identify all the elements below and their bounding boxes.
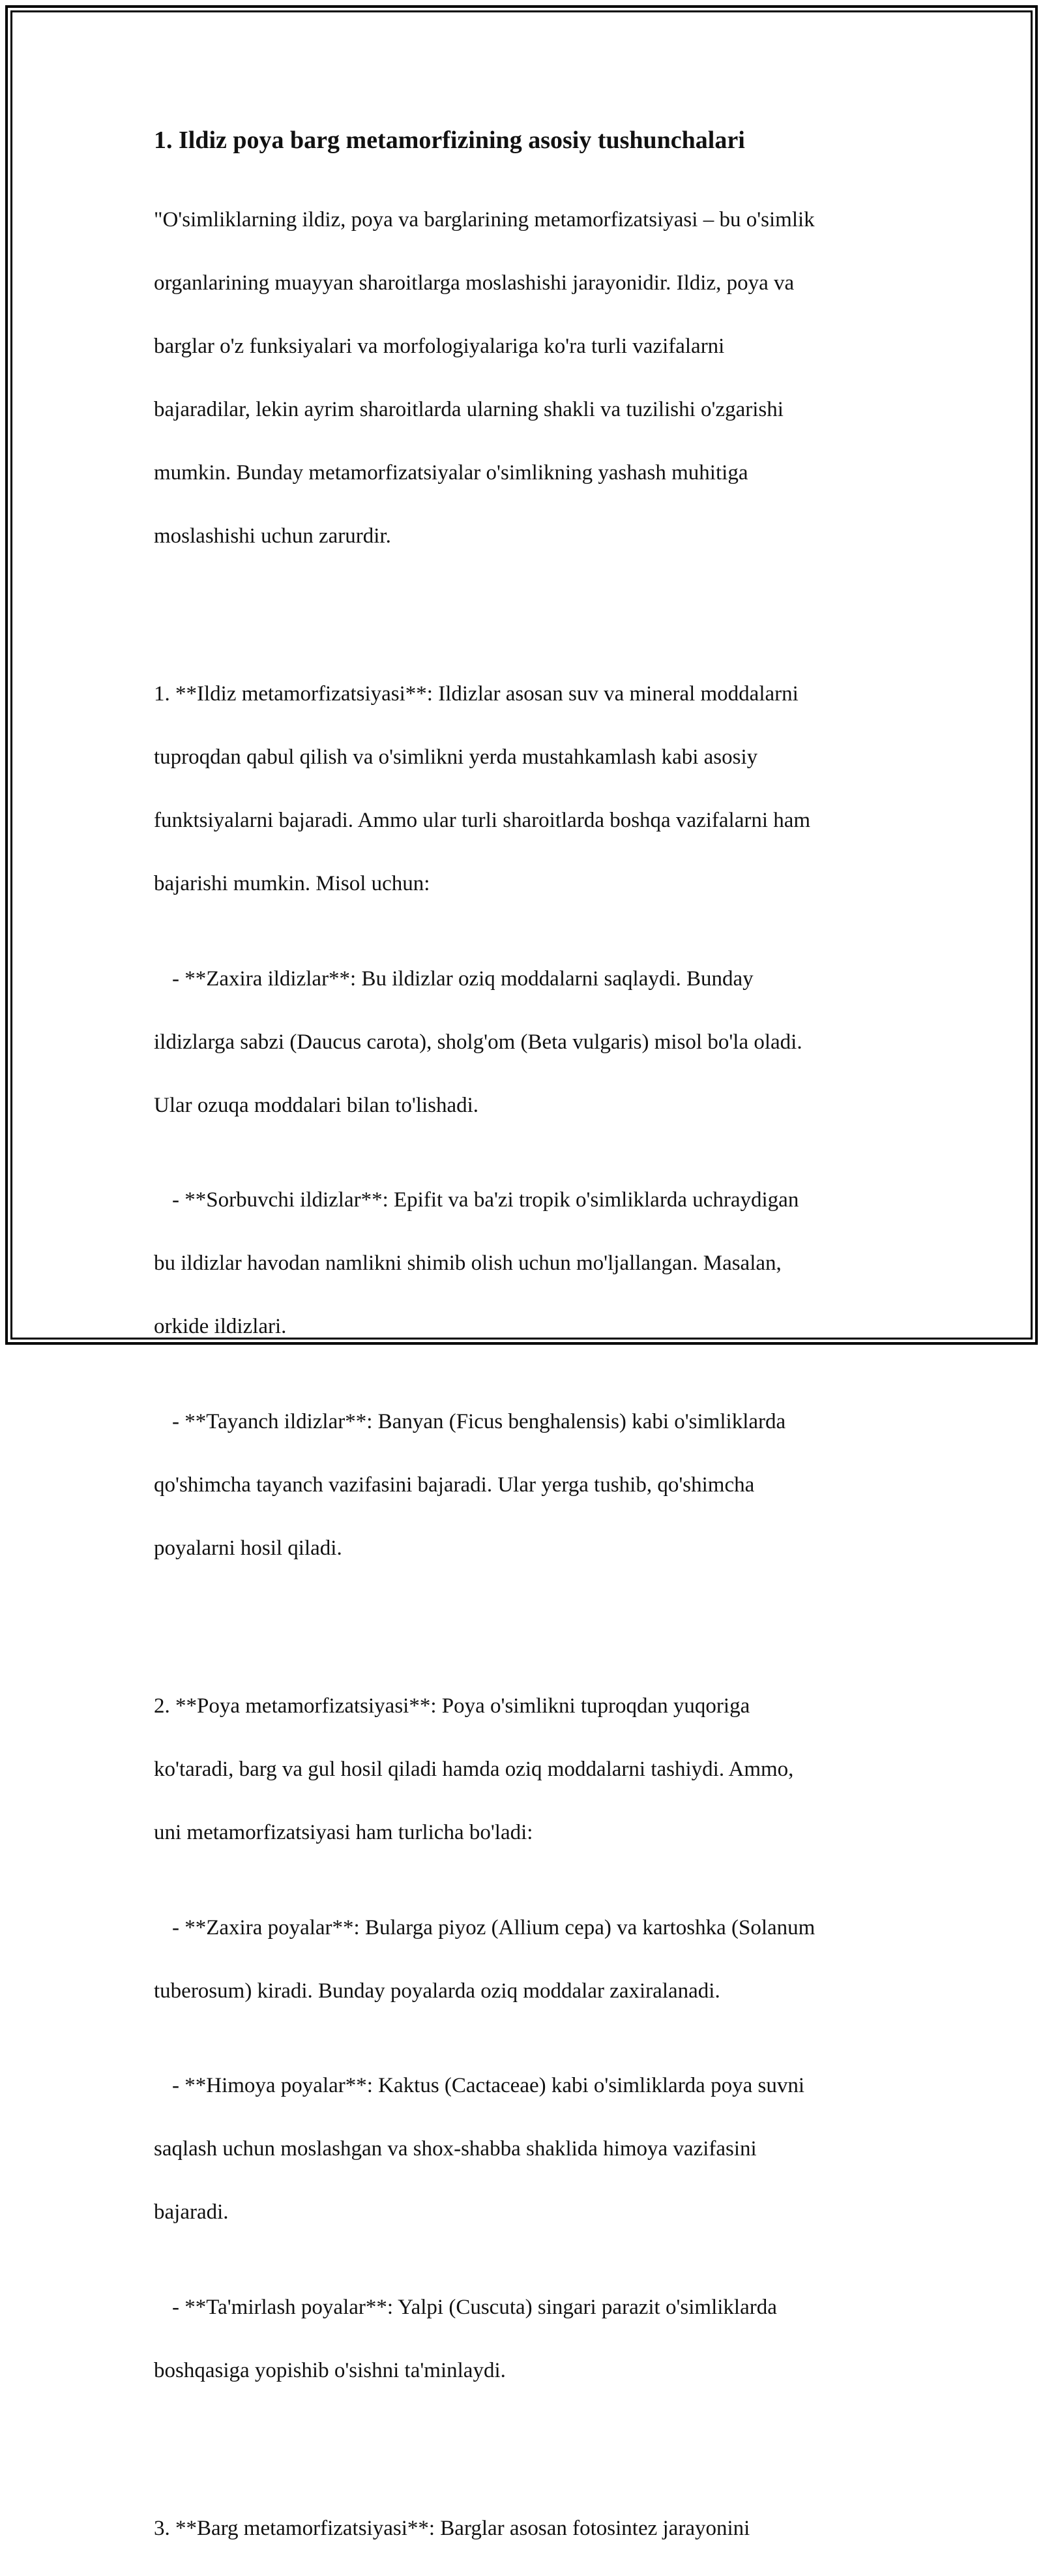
section-2-heading-line: 2. **Poya metamorfizatsiyasi**: Poya o'simlikni tuproqdan yuqoriga: [154, 1694, 750, 1718]
list-item-line: - **Zaxira ildizlar**: Bu ildizlar oziq moddalarni saqlaydi. Bunday: [172, 966, 754, 991]
list-item-line: - **Zaxira poyalar**: Bularga piyoz (Allium cepa) va kartoshka (Solanum: [172, 1915, 815, 1939]
document-title: 1. Ildiz poya barg metamorfizining asosiy tushunchalari: [154, 127, 745, 154]
list-item-line: - **Tayanch ildizlar**: Banyan (Ficus benghalensis) kabi o'simliklarda: [172, 1409, 786, 1433]
text-line: ildizlarga sabzi (Daucus carota), sholg'om (Beta vulgaris) misol bo'la oladi.: [154, 1030, 802, 1054]
intro-paragraph: [154, 172, 897, 2576]
text-line: Ular ozuqa moddalari bilan to'lishadi.: [154, 1093, 479, 1117]
text-line: barglar o'z funksiyalari va morfologiyalariga ko'ra turli vazifalarni: [154, 334, 725, 358]
text-line: organlarining muayyan sharoitlarga moslashishi jarayonidir. Ildiz, poya va: [154, 271, 795, 295]
text-line: tuproqdan qabul qilish va o'simlikni yerda mustahkamlash kabi asosiy: [154, 745, 758, 769]
document-body: [154, 124, 897, 2576]
text-line: uni metamorfizatsiyasi ham turlicha bo'ladi:: [154, 1821, 533, 1844]
text-line: moslashishi uchun zarurdir.: [154, 524, 391, 548]
text-line: "O'simliklarning ildiz, poya va barglarining metamorfizatsiyasi – bu o'simlik: [154, 207, 815, 232]
list-item-line: - **Ta'mirlash poyalar**: Yalpi (Cuscuta) singari parazit o'simliklarda: [172, 2295, 777, 2319]
list-item-line: - **Himoya poyalar**: Kaktus (Cactaceae) kabi o'simliklarda poya suvni: [172, 2074, 804, 2097]
text-line: bu ildizlar havodan namlikni shimib olish uchun mo'ljallangan. Masalan,: [154, 1251, 782, 1275]
paragraph-gap: [154, 1596, 897, 1628]
text-line: mumkin. Bunday metamorfizatsiyalar o'simlikning yashash muhitiga: [154, 460, 748, 485]
text-line: boshqasiga yopishib o'sishni ta'minlaydi.: [154, 2358, 506, 2382]
paragraph-gap: [154, 584, 897, 616]
text-line: tuberosum) kiradi. Bunday poyalarda oziq moddalar zaxiralanadi.: [154, 1979, 720, 2003]
text-line: bajaradi.: [154, 2200, 229, 2224]
text-line: qo'shimcha tayanch vazifasini bajaradi. Ular yerga tushib, qo'shimcha: [154, 1473, 755, 1497]
text-line: saqlash uchun moslashgan va shox-shabba shaklida himoya vazifasini: [154, 2137, 757, 2161]
text-line: orkide ildizlari.: [154, 1315, 287, 1338]
text-line: funktsiyalarni bajaradi. Ammo ular turli sharoitlarda boshqa vazifalarni ham: [154, 809, 811, 832]
text-line: bajarishi mumkin. Misol uchun:: [154, 872, 430, 895]
text-line: poyalarni hosil qiladi.: [154, 1536, 342, 1560]
list-item-line: - **Sorbuvchi ildizlar**: Epifit va ba'zi tropik o'simliklarda uchraydigan: [172, 1188, 799, 1212]
text-line: bajaradilar, lekin ayrim sharoitlarda ularning shakli va tuzilishi o'zgarishi: [154, 397, 784, 421]
section-3-heading-line: 3. **Barg metamorfizatsiyasi**: Barglar asosan fotosintez jarayonini: [154, 2517, 750, 2540]
section-1-heading-line: 1. **Ildiz metamorfizatsiyasi**: Ildizlar asosan suv va mineral moddalarni: [154, 682, 799, 706]
text-line: ko'taradi, barg va gul hosil qiladi hamda oziq moddalarni tashiydi. Ammo,: [154, 1758, 794, 1781]
paragraph-gap: [154, 2418, 897, 2450]
